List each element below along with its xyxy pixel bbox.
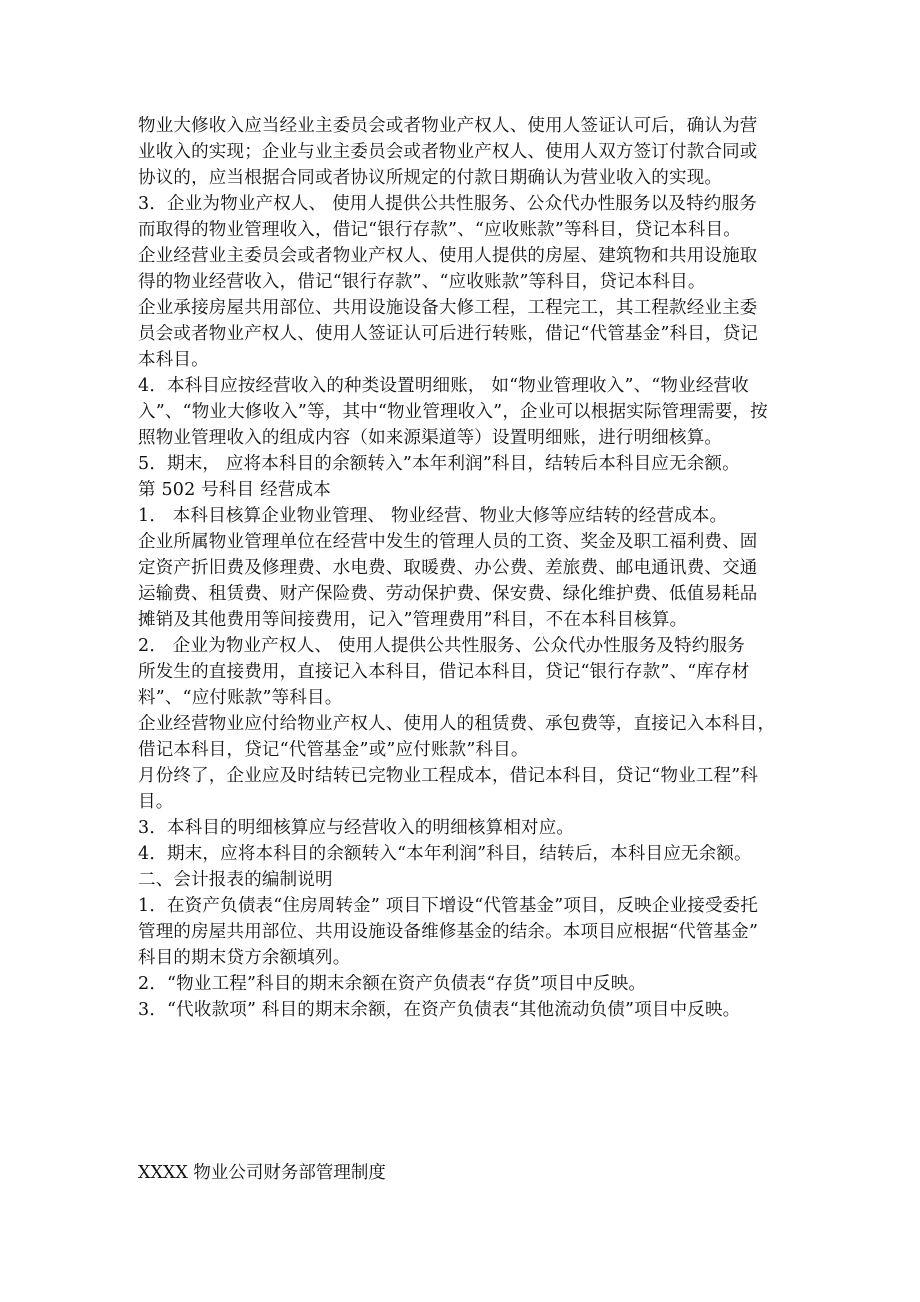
text-line: 1．在资产负债表“住房周转金” 项目下增设“代管基金”项目，反映企业接受委托 [138,896,759,916]
text-line: 定资产折旧费及修理费、水电费、取暖费、办公费、差旅费、邮电通讯费、交通 [138,558,758,578]
text-line: 科目的期末贷方余额填列。 [138,948,351,968]
text-line: 目。 [138,792,174,812]
text-line: 5．期末， 应将本科目的余额转入”本年利润”科目，结转后本科目应无余额。 [138,454,740,474]
text-line: 本科目。 [138,350,209,370]
text-line: 4．本科目应按经营收入的种类设置明细账， 如“物业管理收入”、“物业经营收 [138,376,749,396]
text-line: 3．企业为物业产权人、 使用人提供公共性服务、公众代办性服务以及特约服务 [138,194,757,214]
document-footer-title: XXXX 物业公司财务部管理制度 [138,1163,386,1183]
text-line: 月份终了，企业应及时结转已完物业工程成本，借记本科目，贷记“物业工程”科 [138,766,759,786]
text-line: 企业所属物业管理单位在经营中发生的管理人员的工资、奖金及职工福利费、固 [138,532,758,552]
text-line: 3．“代收款项” 科目的期末余额，在资产负债表“其他流动负债”项目中反映。 [138,1000,741,1020]
text-line: 2． 企业为物业产权人、 使用人提供公共性服务、公众代办性服务及特约服务 [138,636,745,656]
text-line: 3．本科目的明细核算应与经营收入的明细核算相对应。 [138,818,575,838]
text-line: 料”、“应付账款”等科目。 [138,688,343,708]
text-line: 第 502 号科目 经营成本 [138,480,331,500]
text-line: 摊销及其他费用等间接费用，记入”管理费用”科目，不在本科目核算。 [138,610,688,630]
text-line: 而取得的物业管理收入，借记“银行存款”、“应收账款”等科目，贷记本科目。 [138,220,741,240]
text-line: 二、会计报表的编制说明 [138,870,333,890]
text-line: 照物业管理收入的组成内容（如来源渠道等）设置明细账，进行明细核算。 [138,428,723,448]
text-line: 企业经营业主委员会或者物业产权人、使用人提供的房屋、建筑物和共用设施取 [138,246,758,266]
text-line: 管理的房屋共用部位、共用设施设备维修基金的结余。本项目应根据“代管基金” [138,922,759,942]
text-line: 入”、“物业大修收入”等，其中“物业管理收入”，企业可以根据实际管理需要，按 [138,402,768,422]
text-line: 业收入的实现；企业与业主委员会或者物业产权人、使用人双方签订付款合同或 [138,142,758,162]
text-line: 得的物业经营收入，借记“银行存款”、“应收账款”等科目，贷记本科目。 [138,272,706,292]
text-line: 所发生的直接费用，直接记入本科目，借记本科目，贷记“银行存款”、“库存材 [138,662,750,682]
text-line: 2．“物业工程”科目的期末余额在资产负债表“存货”项目中反映。 [138,974,647,994]
text-line: 运输费、租赁费、财产保险费、劳动保护费、保安费、绿化维护费、低值易耗品 [138,584,758,604]
text-line: 协议的，应当根据合同或者协议所规定的付款日期确认为营业收入的实现。 [138,168,723,188]
text-line: 4．期末，应将本科目的余额转入“本年利润”科目，结转后，本科目应无余额。 [138,844,752,864]
text-line: 物业大修收入应当经业主委员会或者物业产权人、使用人签证认可后，确认为营 [138,116,758,136]
text-line: 企业承接房屋共用部位、共用设施设备大修工程，工程完工，其工程款经业主委 [138,298,758,318]
text-line: 员会或者物业产权人、使用人签证认可后进行转账，借记“代管基金”科目，贷记 [138,324,759,344]
text-line: 1． 本科目核算企业物业管理、 物业经营、物业大修等应结转的经营成本。 [138,506,728,526]
document-body [138,113,788,1023]
text-line: 借记本科目，贷记“代管基金”或”应付账款”科目。 [138,740,529,760]
text-line: 企业经营物业应付给物业产权人、使用人的租赁费、承包费等，直接记入本科目， [138,714,776,734]
